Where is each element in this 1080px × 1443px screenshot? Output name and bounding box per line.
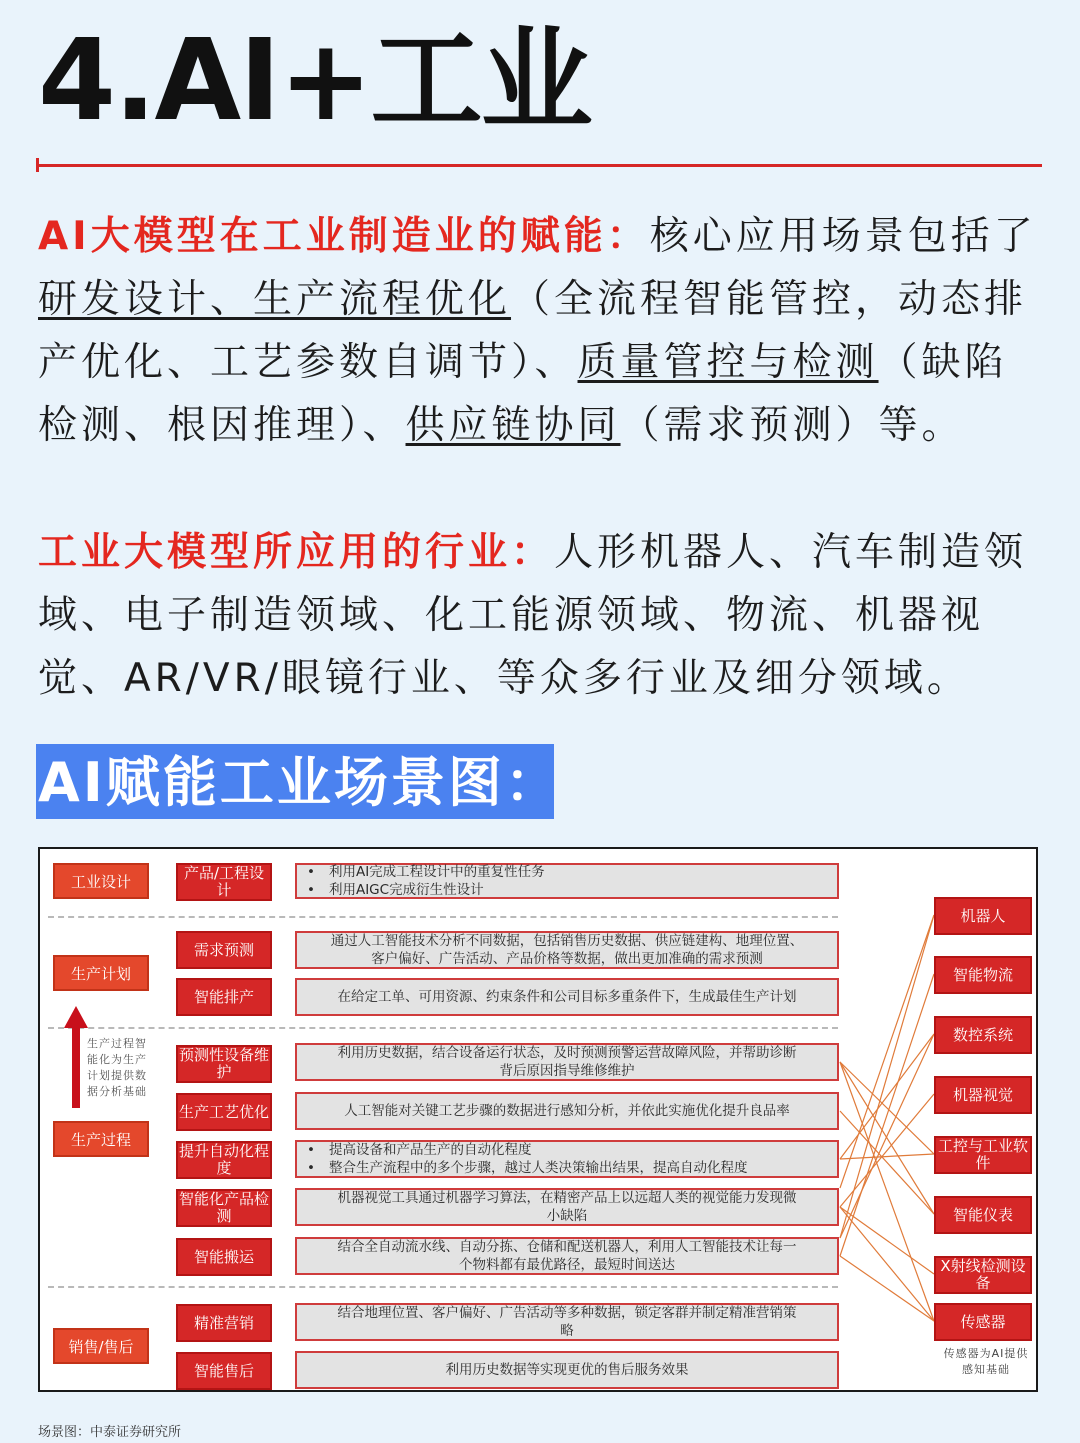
- section-title: AI赋能工业场景图：: [38, 751, 562, 814]
- para2-lead: 工业大模型所应用的行业：: [38, 530, 555, 575]
- para1-underline-3: 供应链协同: [405, 403, 621, 448]
- para2-text: 人形机器人、汽车制造领域、电子制造领域、化工能源领域、物流、机器视觉、AR/VR/眼镜行业、等众多行业及细分领域。: [38, 530, 1028, 701]
- row-label-smart-inspection: 智能化产品检测: [176, 1189, 272, 1227]
- category-sales-aftersales: 销售/售后: [53, 1328, 149, 1364]
- row-desc-smart-aftersales: 利用历史数据等实现更优的售后服务效果: [295, 1351, 839, 1389]
- paragraph-industrial-empowerment: [38, 205, 1038, 457]
- paragraph-industries: [38, 521, 1038, 710]
- row-desc-automation: • 提高设备和产品生产的自动化程度 • 整合生产流程中的多个步骤，越过人类决策输出结果，提高自动化程度: [295, 1140, 839, 1178]
- category-production-process: 生产过程: [53, 1121, 149, 1157]
- para1-text-3: （缺陷检测、根因推理）、: [38, 340, 1008, 448]
- row-label-predictive-maintenance: 预测性设备维护: [176, 1045, 272, 1083]
- title-divider: [38, 164, 1042, 167]
- right-item-cnc-system: 数控系统: [934, 1016, 1032, 1054]
- up-arrow-icon: [64, 1006, 88, 1108]
- right-note: 传感器为AI提供感知基础: [943, 1347, 1029, 1376]
- row-label-smart-aftersales: 智能售后: [176, 1352, 272, 1390]
- scene-diagram: [38, 847, 1038, 1392]
- right-item-industrial-software: 工控与工业软件: [934, 1136, 1032, 1174]
- row-desc-smart-scheduling: 在给定工单、可用资源、约束条件和公司目标多重条件下，生成最佳生产计划: [295, 978, 839, 1016]
- row-desc-predictive-maintenance: 利用历史数据，结合设备运行状态，及时预测预警运营故障风险，并帮助诊断 背后原因指导维修维护: [295, 1043, 839, 1081]
- para1-underline-2: 质量管控与检测: [577, 340, 879, 385]
- row-desc-smart-inspection: 机器视觉工具通过机器学习算法，在精密产品上以远超人类的视觉能力发现微 小缺陷: [295, 1188, 839, 1226]
- row-label-demand-forecast: 需求预测: [176, 931, 272, 969]
- divider-design: [48, 916, 838, 918]
- para1-underline-1: 研发设计、生产流程优化: [38, 277, 512, 322]
- row-desc-process-optimization: 人工智能对关键工艺步骤的数据进行感知分析，并依此实施优化提升良品率: [295, 1092, 839, 1130]
- right-item-machine-vision: 机器视觉: [934, 1076, 1032, 1114]
- right-item-smart-logistics: 智能物流: [934, 956, 1032, 994]
- page-title: 4.AI+工业: [38, 16, 591, 146]
- para1-text-1: 核心应用场景包括了: [649, 214, 1037, 259]
- para1-lead: AI大模型在工业制造业的赋能：: [38, 214, 650, 259]
- side-note: 生产过程智能化为生产计划提供数据分析基础: [87, 1037, 147, 1098]
- divider-process: [48, 1286, 838, 1288]
- row-label-product-design: 产品/工程设计: [176, 863, 272, 901]
- right-item-robot: 机器人: [934, 897, 1032, 935]
- row-label-process-optimization: 生产工艺优化: [176, 1093, 272, 1131]
- category-production-plan: 生产计划: [53, 955, 149, 991]
- row-desc-demand-forecast: 通过人工智能技术分析不同数据，包括销售历史数据、供应链建构、地理位置、 客户偏好、广告活动、产品价格等数据，做出更加准确的需求预测: [295, 931, 839, 969]
- row-label-smart-handling: 智能搬运: [176, 1238, 272, 1276]
- right-item-sensor: 传感器: [934, 1303, 1032, 1341]
- right-item-smart-instrument: 智能仪表: [934, 1196, 1032, 1234]
- para1-text-2: （全流程智能管控，动态排产优化、工艺参数自调节）、: [38, 277, 1028, 385]
- source-note: 场景图：中泰证券研究所: [38, 1425, 182, 1440]
- row-label-precision-marketing: 精准营销: [176, 1304, 272, 1342]
- category-industrial-design: 工业设计: [53, 863, 149, 899]
- right-item-xray-equipment: X射线检测设备: [934, 1256, 1032, 1294]
- row-desc-product-design: • 利用AI完成工程设计中的重复性任务 • 利用AIGC完成衍生性设计: [295, 863, 839, 899]
- row-label-automation: 提升自动化程度: [176, 1141, 272, 1179]
- para1-text-4: （需求预测）等。: [620, 403, 965, 448]
- row-desc-smart-handling: 结合全自动流水线、自动分拣、仓储和配送机器人，利用人工智能技术让每一 个物料都有最优路径，最短时间送达: [295, 1237, 839, 1275]
- title-divider-tick: [36, 158, 39, 172]
- row-desc-precision-marketing: 结合地理位置、客户偏好、广告活动等多种数据，锁定客群并制定精准营销策 略: [295, 1303, 839, 1341]
- row-label-smart-scheduling: 智能排产: [176, 978, 272, 1016]
- divider-plan: [48, 1027, 838, 1029]
